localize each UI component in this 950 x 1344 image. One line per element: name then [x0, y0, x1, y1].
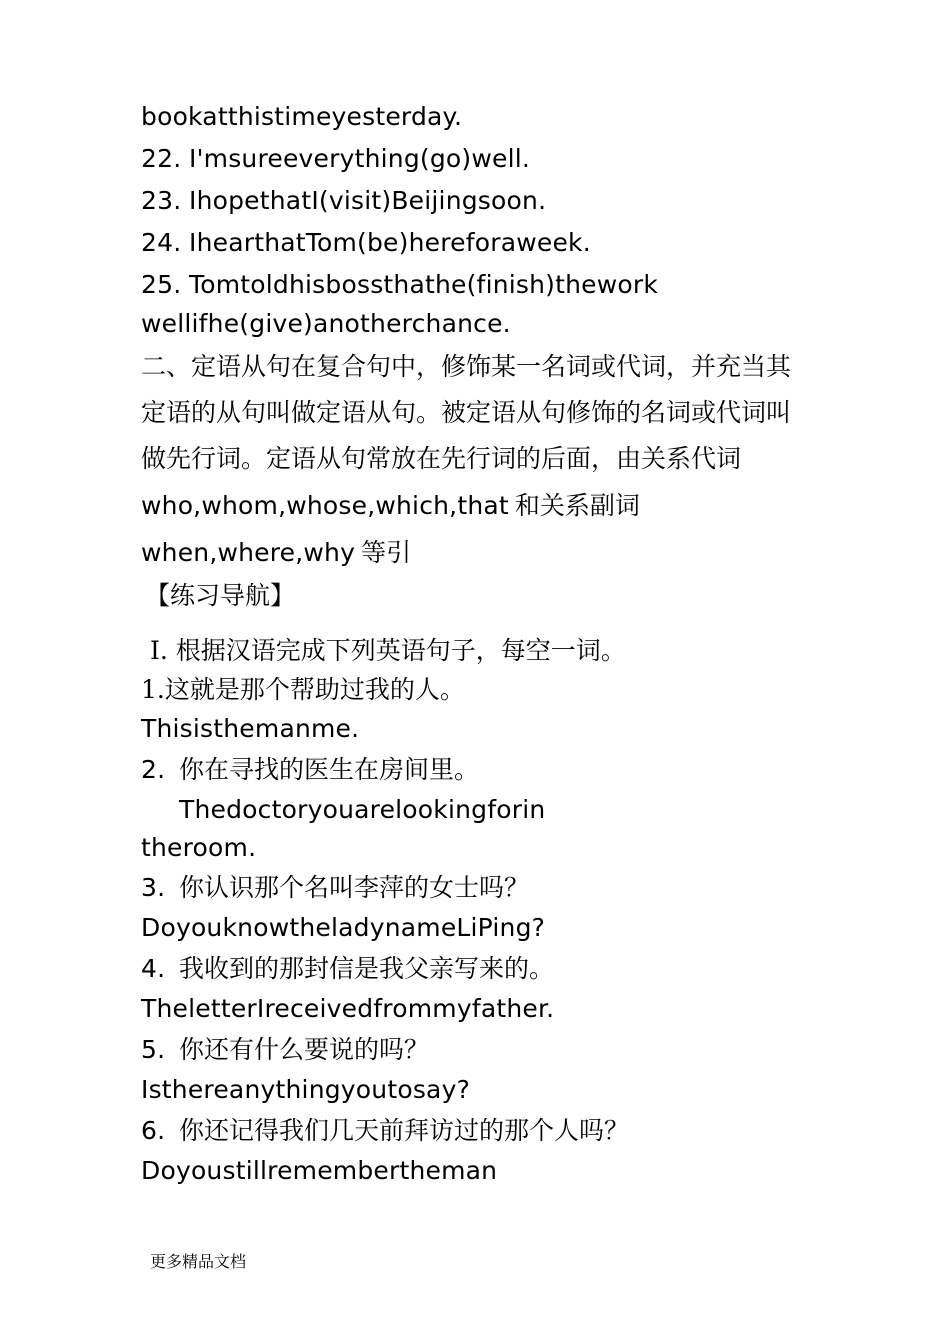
section2-line4 [141, 493, 640, 518]
item-number: 5. [141, 1035, 166, 1064]
section2-line5 [141, 540, 411, 565]
item-number: 6. [141, 1116, 166, 1145]
item-5-chinese [141, 1037, 429, 1062]
item-2-chinese [141, 757, 479, 782]
exercise-25-continued: wellifhe(give)anotherchance. [141, 309, 511, 338]
relative-pronouns: who,whom,whose,which,that [141, 491, 509, 520]
exercise-text: IhearthatTom(be)hereforaweek. [189, 228, 591, 257]
item-2-english: Thedoctoryouarelookingforin [179, 795, 546, 824]
item-text: 你在寻找的医生在房间里。 [179, 755, 480, 784]
exercise-23 [141, 188, 546, 213]
exercise-number: 25. [141, 270, 182, 299]
item-6-english: Doyoustillremembertheman [141, 1156, 498, 1185]
item-number: 4. [141, 954, 166, 983]
exercise-text: I'msureeverything(go)well. [189, 144, 531, 173]
item-3-chinese [141, 875, 529, 900]
exercise-text: IhopethatI(visit)Beijingsoon. [189, 186, 547, 215]
item-2-english-continued: theroom. [141, 833, 257, 862]
item-text: 我收到的那封信是我父亲写来的。 [179, 954, 555, 983]
exercise-25 [141, 272, 658, 297]
item-3-english: DoyouknowtheladynameLiPing? [141, 913, 546, 942]
exercise-21-tail: bookatthistimeyesterday. [141, 102, 463, 131]
footer-watermark: 更多精品文档 [150, 1252, 247, 1271]
exercise-22 [141, 146, 530, 171]
item-4-chinese [141, 956, 554, 981]
exercise-text: Tomtoldhisbossthathe(finish)thework [189, 270, 659, 299]
item-5-english: Isthereanythingyoutosay? [141, 1075, 471, 1104]
item-1-english: Thisisthemanme. [141, 714, 360, 743]
exercise-number: 23. [141, 186, 182, 215]
item-number: 2. [141, 755, 166, 784]
item-text: 你还记得我们几天前拜访过的那个人吗？ [179, 1116, 630, 1145]
item-number: 3. [141, 873, 166, 902]
section2-line4-text: 和关系副词 [514, 491, 640, 520]
section2-line5-text: 等引 [361, 538, 412, 567]
exercise-24 [141, 230, 591, 255]
section2-line2: 定语的从句叫做定语从句。被定语从句修饰的名词或代词叫 [141, 398, 792, 427]
item-1-chinese: 1.这就是那个帮助过我的人。 [141, 675, 465, 704]
item-text: 你还有什么要说的吗？ [179, 1035, 430, 1064]
section2-line1: 二、定语从句在复合句中，修饰某一名词或代词，并充当其 [141, 352, 792, 381]
part1-title: I. 根据汉语完成下列英语句子，每空一词。 [150, 636, 626, 665]
exercise-number: 24. [141, 228, 182, 257]
item-4-english: TheletterIreceivedfrommyfather. [141, 994, 555, 1023]
section2-line3: 做先行词。定语从句常放在先行词的后面，由关系代词 [141, 444, 742, 473]
practice-header: 【练习导航】 [145, 581, 296, 610]
item-6-chinese [141, 1118, 629, 1143]
exercise-number: 22. [141, 144, 182, 173]
relative-adverbs: when,where,why [141, 538, 356, 567]
item-text: 你认识那个名叫李萍的女士吗？ [179, 873, 530, 902]
